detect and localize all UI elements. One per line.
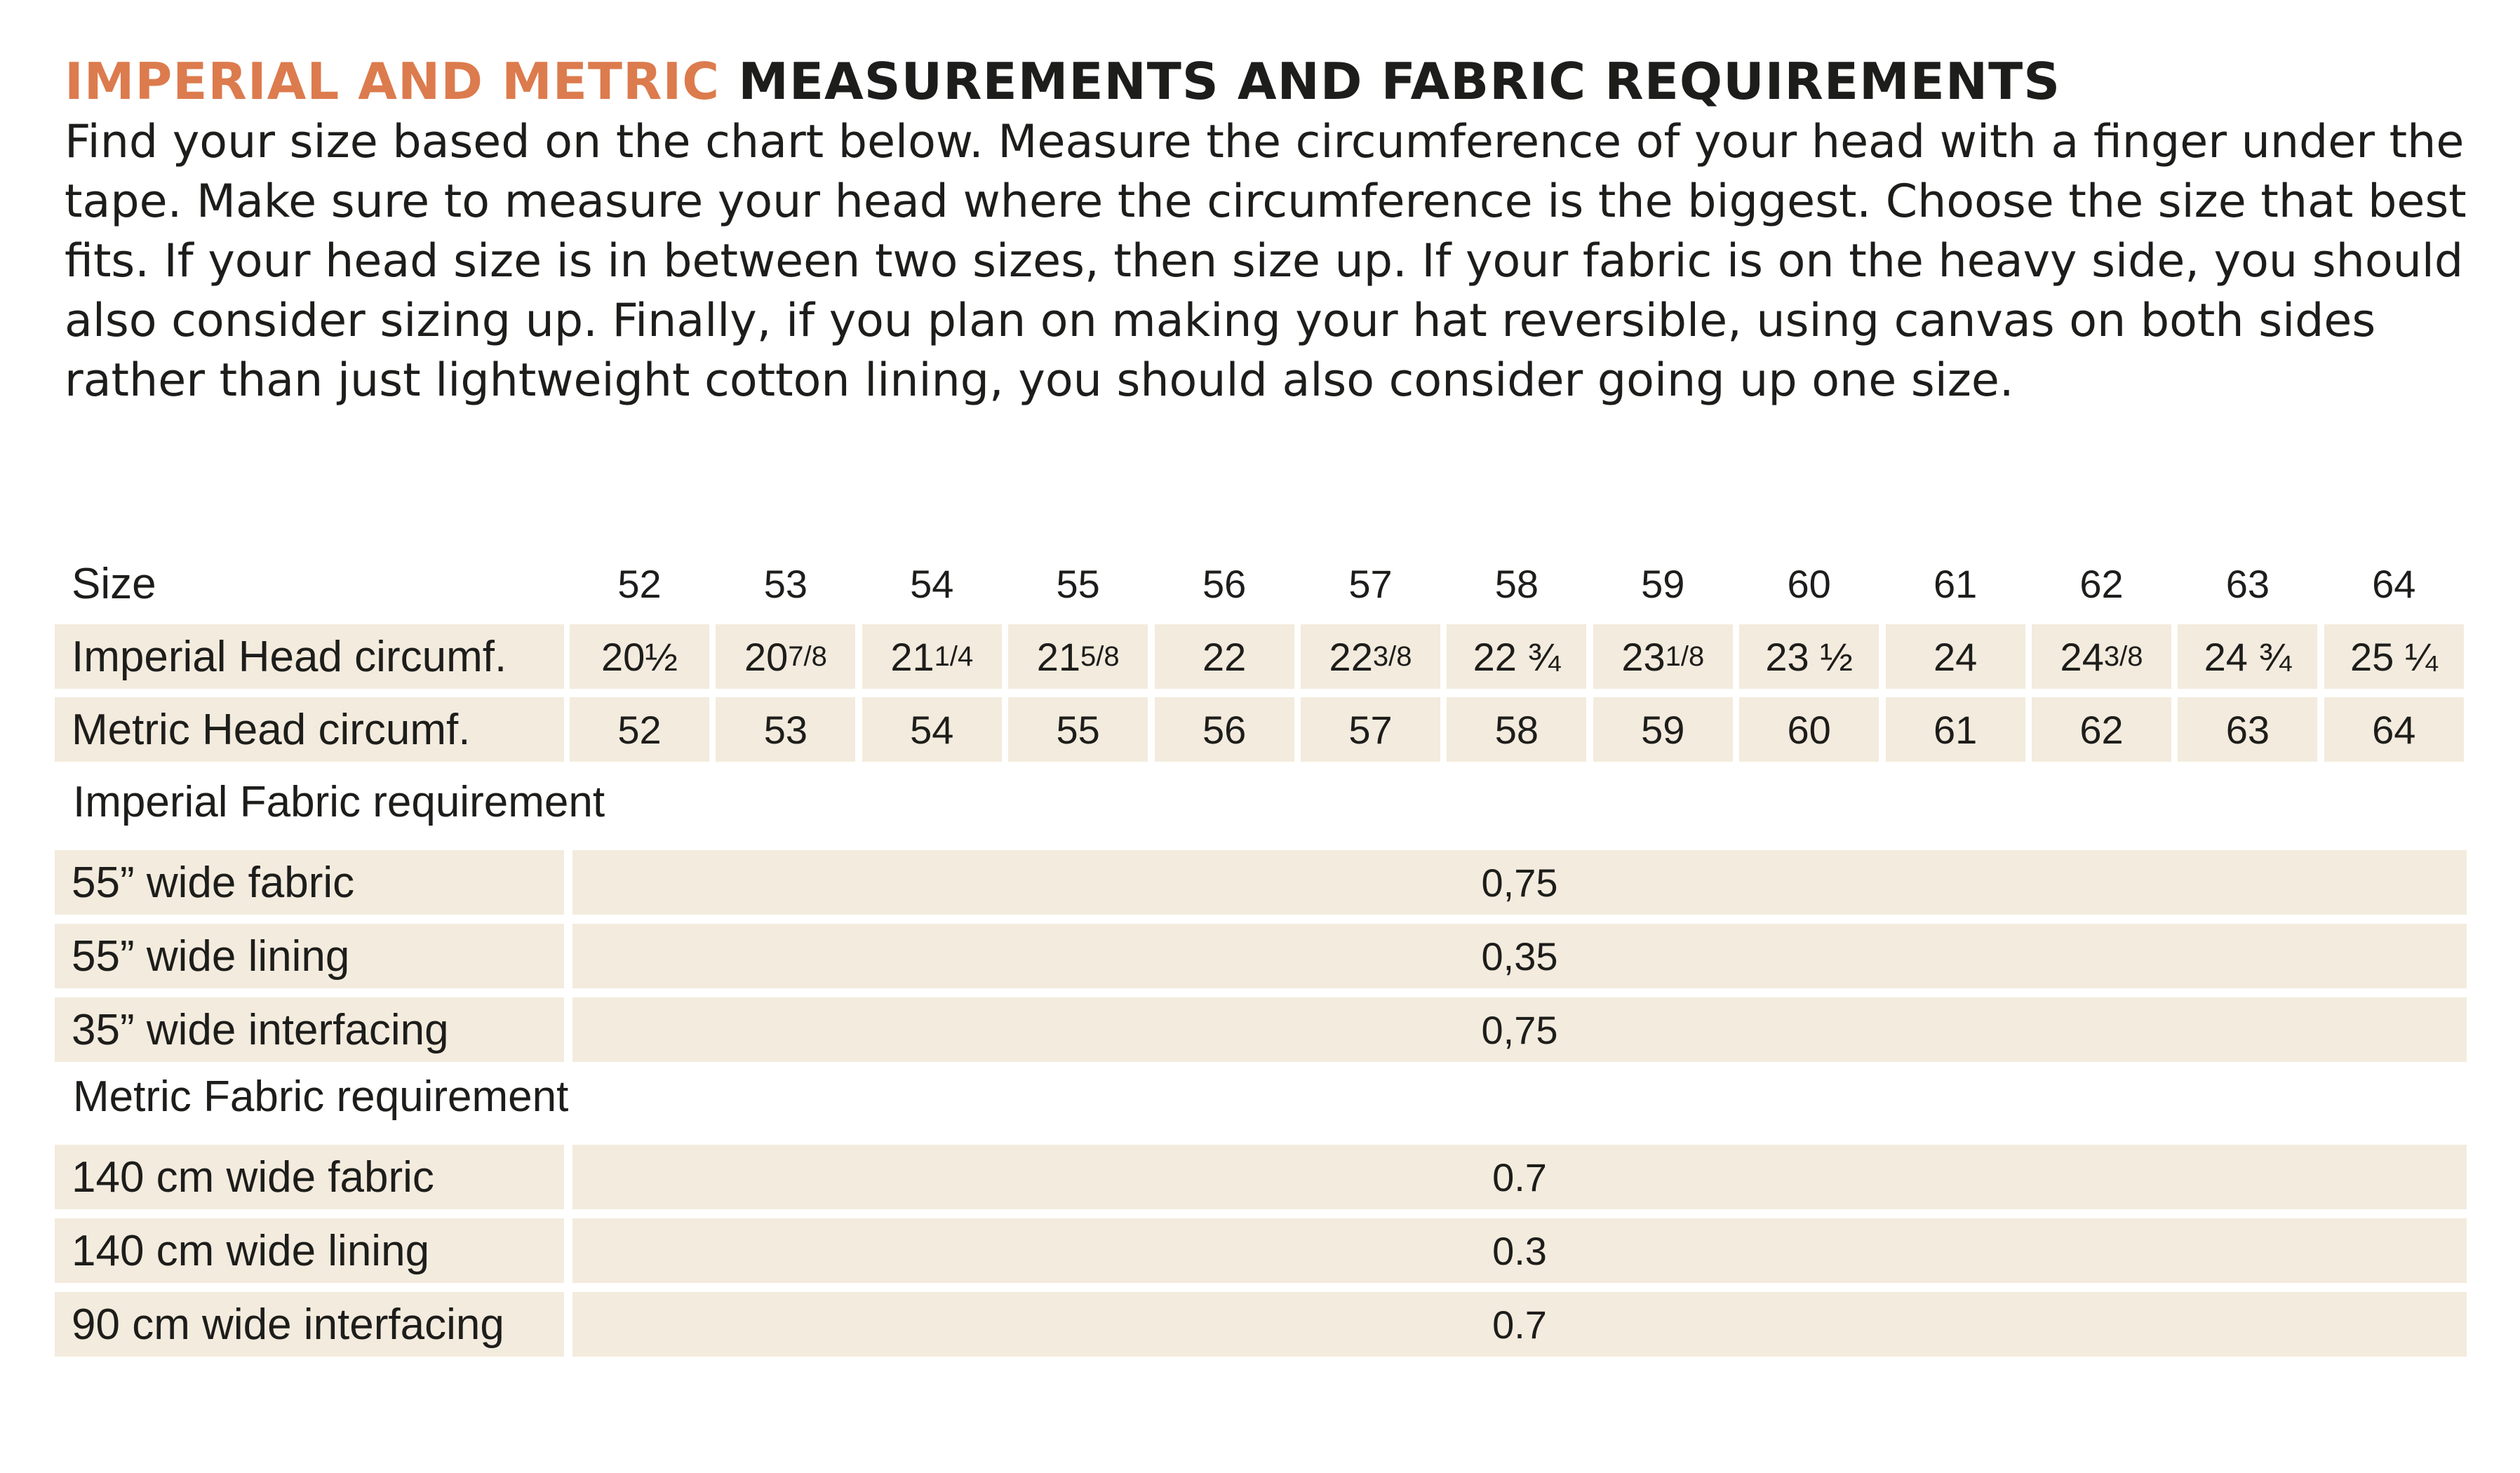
size-column-header: 61 [1933,561,1978,606]
imperial-head-cell [2032,624,2171,689]
title-rest: MEASUREMENTS AND FABRIC REQUIREMENTS [720,52,2061,111]
imperial-value-whole: 23 [1621,634,1666,679]
metric-head-cell: 63 [2178,697,2317,762]
size-column-header: 63 [2225,561,2270,606]
size-column-header: 56 [1202,561,1247,606]
metric-fabric-row-value: 0.7 [572,1145,2467,1209]
size-column-header: 58 [1494,561,1539,606]
size-column-header: 60 [1787,561,1831,606]
imperial-head-cell [1447,624,1586,689]
imperial-fabric-row-value: 0,75 [572,850,2467,915]
size-column-header: 57 [1348,561,1393,606]
imperial-head-cell [1008,624,1148,689]
imperial-fabric-row-value: 0,75 [572,997,2467,1062]
metric-head-cell: 56 [1155,697,1294,762]
imperial-fabric-row-label: 55” wide lining [55,924,564,988]
imperial-value-fraction: 1/4 [934,640,974,672]
metric-head-label: Metric Head circumf. [55,697,564,762]
metric-head-cell: 62 [2032,697,2171,762]
imperial-value-fraction: 1/8 [1665,640,1705,672]
size-column-header: 59 [1641,561,1685,606]
imperial-head-cell [1739,624,1879,689]
imperial-head-label: Imperial Head circumf. [55,624,564,689]
imperial-head-cell [1593,624,1733,689]
imperial-value-fraction: 3/8 [1372,640,1412,672]
metric-head-cell: 64 [2324,697,2464,762]
imperial-value-whole: 24 [2060,634,2104,679]
imperial-value-whole: 20½ [601,634,678,679]
size-label: Size [72,559,156,608]
imperial-value-whole: 22 ¾ [1473,634,1561,679]
imperial-value-fraction: 3/8 [2103,640,2143,672]
imperial-fabric-row-label: 35” wide interfacing [55,997,564,1062]
metric-fabric-row-label: 90 cm wide interfacing [55,1292,564,1357]
imperial-value-whole: 25 ¼ [2350,634,2438,679]
imperial-head-cell [2324,624,2464,689]
imperial-value-fraction: 7/8 [788,640,827,672]
imperial-fabric-row-value: 0,35 [572,924,2467,988]
size-column-header: 53 [763,561,808,606]
metric-fabric-row-label: 140 cm wide fabric [55,1145,564,1209]
imperial-head-cell [1886,624,2025,689]
imperial-value-whole: 22 [1202,634,1247,679]
imperial-value-whole: 21 [1036,634,1081,679]
metric-head-cell: 61 [1886,697,2025,762]
metric-fabric-row-value: 0.7 [572,1292,2467,1357]
page-title [65,46,2060,116]
title-accent: IMPERIAL AND METRIC [65,52,721,111]
imperial-head-cell [2178,624,2317,689]
metric-fabric-row-label: 140 cm wide lining [55,1218,564,1283]
imperial-head-cell [862,624,1002,689]
size-column-header: 54 [910,561,954,606]
imperial-head-cell [570,624,709,689]
metric-head-cell: 55 [1008,697,1148,762]
metric-head-cell: 60 [1739,697,1879,762]
metric-head-cell: 52 [570,697,709,762]
imperial-fabric-row-label: 55” wide fabric [55,850,564,915]
size-column-header: 62 [2079,561,2124,606]
size-column-header: 55 [1056,561,1100,606]
imperial-value-whole: 24 [1933,634,1978,679]
metric-head-cell: 59 [1593,697,1733,762]
imperial-value-whole: 20 [744,634,789,679]
imperial-head-cell [1301,624,1440,689]
imperial-value-whole: 23 ½ [1765,634,1853,679]
imperial-fabric-heading: Imperial Fabric requirement [73,778,605,826]
metric-head-cell: 53 [716,697,855,762]
metric-head-cell: 58 [1447,697,1586,762]
imperial-value-whole: 21 [890,634,934,679]
metric-head-cell: 54 [862,697,1002,762]
size-column-header: 52 [617,561,662,606]
imperial-head-cell [716,624,855,689]
imperial-value-fraction: 5/8 [1080,640,1120,672]
imperial-head-cell [1155,624,1294,689]
intro-paragraph: Find your size based on the chart below. Measure the circumference of your head with a finger under the tape. Make sure to measure your head where the circumference is the biggest. Choose the size that best fits. If your head size is in between two sizes, then size up. If your fabric is on the heavy side, you should also consider sizing up. Finally, if you plan on making your hat reversible, using canvas on both sides rather than just lightweight cotton lining, you should also consider going up one size. [65,116,2467,407]
imperial-value-whole: 24 ¾ [2204,634,2292,679]
size-column-header: 64 [2372,561,2416,606]
metric-fabric-row-value: 0.3 [572,1218,2467,1283]
imperial-value-whole: 22 [1329,634,1373,679]
metric-head-cell: 57 [1301,697,1440,762]
metric-fabric-heading: Metric Fabric requirement [73,1072,569,1121]
